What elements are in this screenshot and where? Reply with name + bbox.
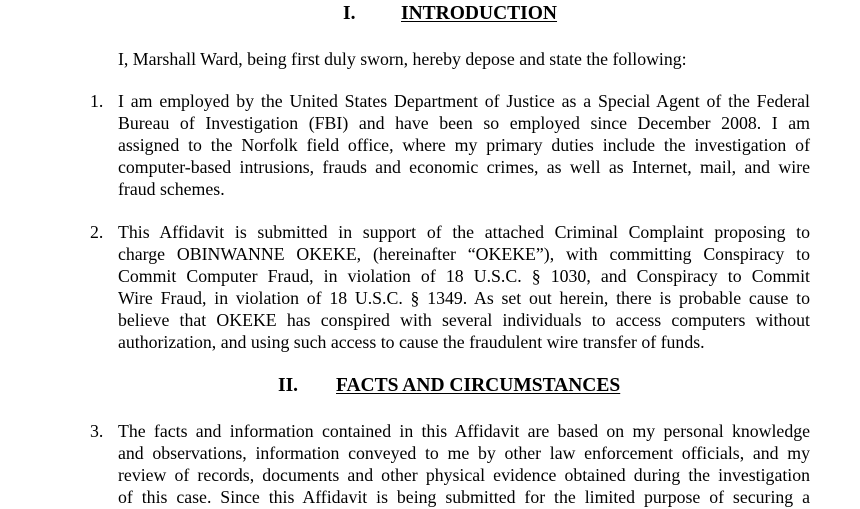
section-number: I. [343, 3, 356, 24]
text-line: charge OBINWANNE OKEKE, (hereinafter “OKEKE”), with committing Conspiracy to [118, 244, 810, 264]
text-line: review of records, documents and other physical evidence obtained during the investigation [118, 465, 810, 485]
text-line: authorization, and using such access to cause the fraudulent wire transfer of funds. [118, 332, 705, 352]
text-line: believe that OKEKE has conspired with several individuals to access computers without [118, 310, 810, 330]
text-line: The facts and information contained in this Affidavit are based on my personal knowledge [118, 421, 810, 441]
text-line: computer-based intrusions, frauds and economic crimes, as well as Internet, mail, and wire [118, 157, 810, 177]
text-line: of this case. Since this Affidavit is being submitted for the limited purpose of securing a [118, 487, 810, 507]
text-line: Wire Fraud, in violation of 18 U.S.C. § 1349. As set out herein, there is probable cause to [118, 288, 810, 308]
section-title: INTRODUCTION [401, 3, 558, 24]
paragraph-3 [118, 420, 810, 508]
intro-statement [118, 48, 687, 70]
text-line: Commit Computer Fraud, in violation of 18 U.S.C. § 1030, and Conspiracy to Commit [118, 266, 810, 286]
paragraph-number: 2. [90, 222, 104, 242]
text-line: assigned to the Norfolk field office, where my primary duties include the investigation of [118, 135, 810, 155]
paragraph-2 [118, 221, 810, 353]
text-line: This Affidavit is submitted in support of the attached Criminal Complaint proposing to [118, 222, 810, 242]
text-line: I am employed by the United States Department of Justice as a Special Agent of the Federal [118, 91, 810, 111]
text-line: and observations, information conveyed to me by other law enforcement officials, and my [118, 443, 810, 463]
text-line: Bureau of Investigation (FBI) and have been so employed since December 2008. I am [118, 113, 810, 133]
paragraph-1 [118, 90, 810, 200]
paragraph-number: 3. [90, 421, 104, 441]
section-number: II. [278, 375, 299, 396]
section-title: FACTS AND CIRCUMSTANCES [336, 375, 621, 396]
text-line: fraud schemes. [118, 179, 225, 199]
text-line: I, Marshall Ward, being first duly sworn, hereby depose and state the following: [118, 49, 687, 69]
paragraph-number: 1. [90, 91, 104, 111]
